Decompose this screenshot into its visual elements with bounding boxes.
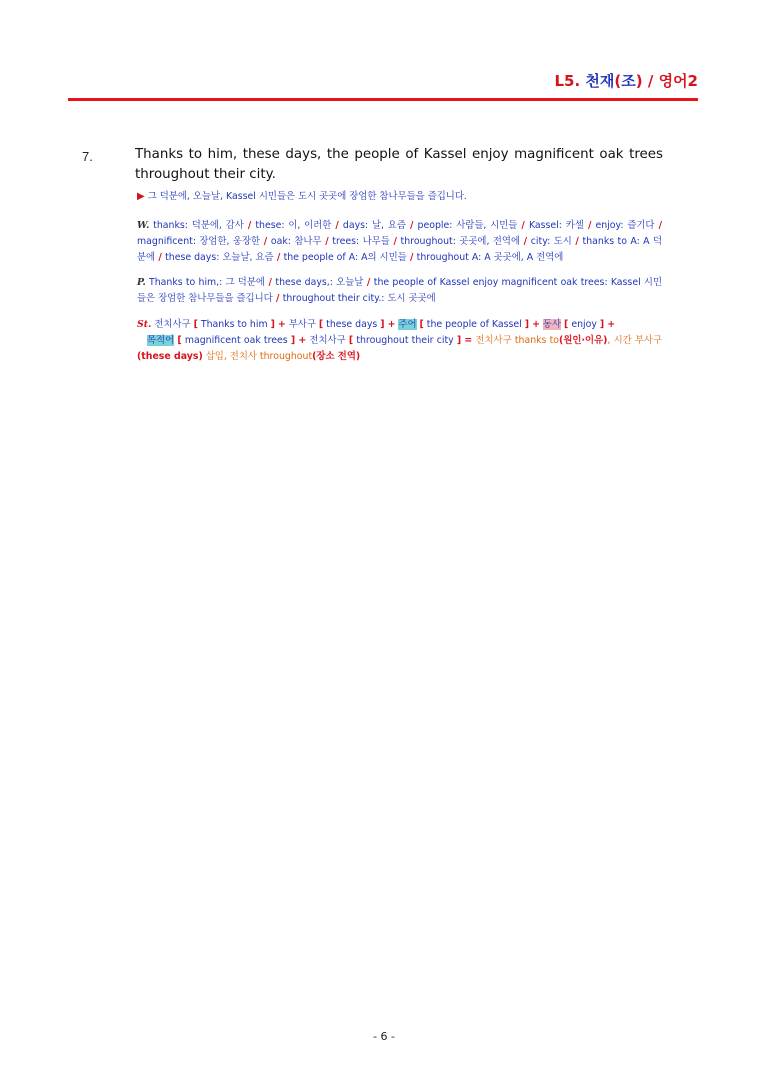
structure-note: 전치사구 thanks to(원인·이유), 시간 부사구(these days) 삽입, 전치사 throughout(장소 전역): [137, 335, 663, 362]
question-sentence: Thanks to him, these days, the people of Kassel enjoy magnificent oak trees throughout their city.: [135, 147, 663, 182]
words-item: throughout: 곳곳에, 전역에: [400, 236, 520, 247]
phrases-item: throughout their city.: 도시 곳곳에: [282, 293, 436, 304]
publisher-label: 천재: [585, 72, 615, 90]
phrases-item: Thanks to him,: 그 덕분에: [148, 277, 265, 288]
subject-label: 영어2: [658, 72, 698, 90]
words-item: city: 도시: [530, 236, 572, 247]
translation-text: 그 덕분에, 오늘날, Kassel 시민들은 도시 곳곳에 장엄한 참나무들을 즐깁니다.: [147, 191, 467, 202]
words-item: these: 이, 이러한: [255, 220, 332, 231]
words-item: enjoy: 즐기다: [595, 220, 655, 231]
word-list: W. thanks: 덕분에, 감사 / these: 이, 이러한 / days: 날, 요즘 / people: 사람들, 시민들 / Kassel: 카셀 / enjoy: 즐기다 / magnificent: 장엄한, 웅장한 / oak: 참나무 / trees: 나무들 / throughout: 곳곳에, 전역에 / city: 도시 / thanks to A: A 덕분에 / these days: 오늘날, 요즘 / the people of A: A의 시민들 / throughout A: A 곳곳에, A 전역에: [137, 220, 663, 263]
lesson-label: L5.: [554, 72, 581, 90]
words-item: oak: 참나무: [270, 236, 322, 247]
verb-highlight: 동사: [542, 319, 562, 330]
page-number: - 6 -: [373, 1030, 395, 1043]
author-label: 조: [621, 72, 636, 90]
phrases-tag: P.: [137, 277, 146, 288]
header-slash: /: [647, 72, 654, 90]
words-item: throughout A: A 곳곳에, A 전역에: [416, 252, 564, 263]
words-item: thanks: 덕분에, 감사: [153, 220, 244, 231]
triangle-marker-icon: ▶: [137, 191, 145, 202]
header-rule: [68, 98, 698, 101]
words-item: people: 사람들, 시민들: [417, 220, 518, 231]
phrases-item: these days,: 오늘날: [275, 277, 364, 288]
words-item: these days: 오늘날, 요즘: [165, 252, 274, 263]
words-item: Kassel: 카셀: [528, 220, 584, 231]
words-item: days: 날, 요즘: [342, 220, 406, 231]
words-item: magnificent: 장엄한, 웅장한: [137, 236, 261, 247]
object-highlight: 목적어: [147, 335, 175, 346]
structure-tag: St.: [137, 319, 152, 330]
words-item: thanks to A: A 덕분에: [137, 236, 663, 263]
words-item: trees: 나무들: [332, 236, 390, 247]
subject-highlight: 주어: [398, 319, 417, 330]
words-item: the people of A: A의 시민들: [283, 252, 407, 263]
phrase-list: P. Thanks to him,: 그 덕분에 / these days,: 오늘날 / the people of Kassel enjoy magnificent oak trees: Kassel 시민들은 장엄한 참나무들을 즐깁니다 / throughout their city.: 도시 곳곳에: [137, 277, 663, 304]
question-number: 7.: [82, 149, 93, 164]
phrases-item: the people of Kassel enjoy magnificent oak trees: Kassel 시민들은 장엄한 참나무들을 즐깁니다: [137, 277, 663, 304]
page-header: L5. 천재(조) / 영어2: [554, 72, 698, 90]
translation-line: [137, 189, 662, 205]
words-tag: W.: [137, 220, 150, 231]
structure-analysis: St. 전치사구 [ Thanks to him ] + 부사구 [ these days ] + 주어 [ the people of Kassel ] + 동사 [ enjoy ] + 목적어 [ magnificent oak trees ] + 전치사구 [ throughout their city ] = 전치사구 thanks to(원인·이유), 시간 부사구(these days) 삽입, 전치사 throughout(장소 전역): [137, 319, 663, 362]
